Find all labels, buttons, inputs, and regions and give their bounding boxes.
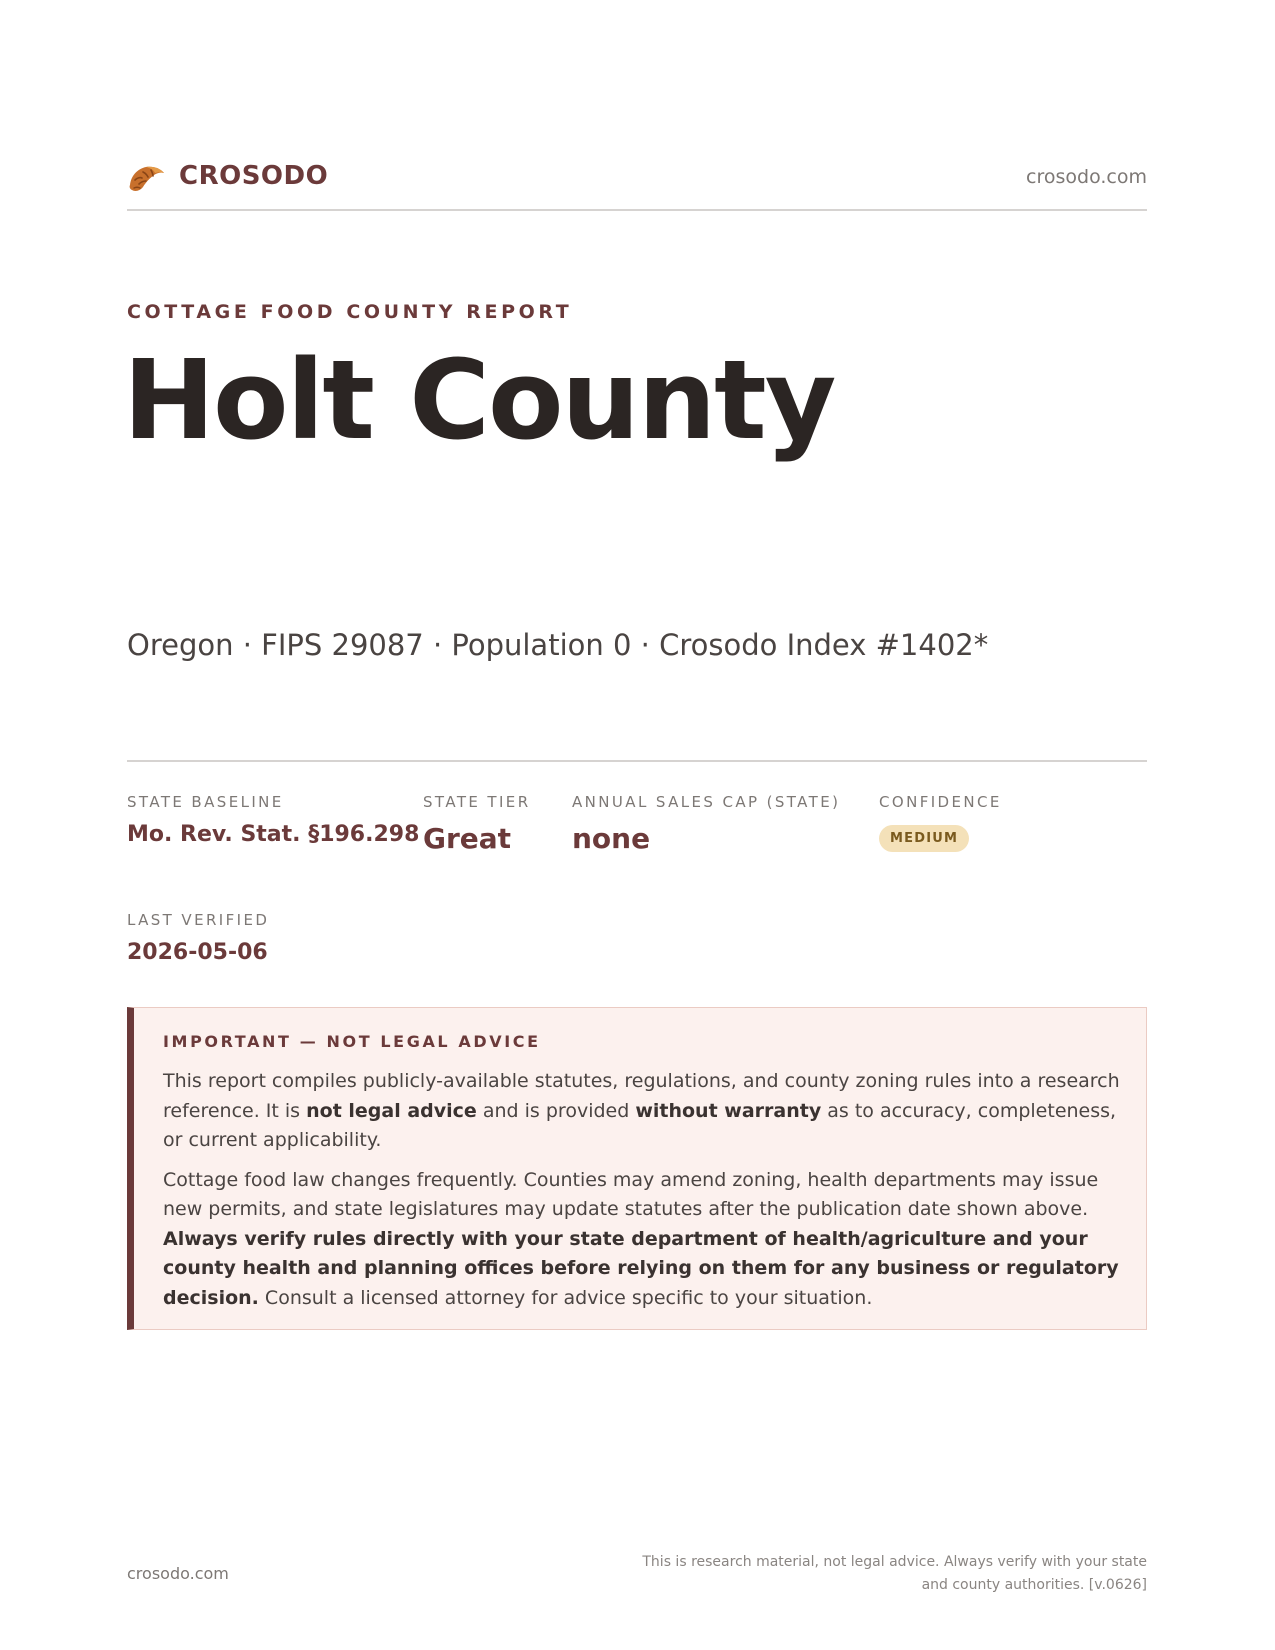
footer-disclaimer <box>627 1551 1147 1597</box>
notice-emphasis: Always verify rules directly with your state department of health/agriculture and your county health and planning offices before relying on them for any business or regulatory decision. <box>163 1227 1119 1309</box>
notice-emphasis: without warranty <box>635 1099 822 1122</box>
report-subtitle: Oregon · FIPS 29087 · Population 0 · Crosodo Index #1402* <box>127 628 989 662</box>
stat-value: none <box>572 822 651 855</box>
stat-value: 2026-05-06 <box>127 940 268 965</box>
header-divider <box>127 209 1147 211</box>
stat-confidence <box>879 793 1002 852</box>
page-header <box>127 158 1147 200</box>
site-url-link[interactable]: crosodo.com <box>1026 166 1147 188</box>
stat-value: Mo. Rev. Stat. §196.298 <box>127 822 420 847</box>
brand-name: CROSODO <box>179 161 329 191</box>
footer-site-link[interactable]: crosodo.com <box>127 1564 229 1583</box>
croissant-icon <box>127 158 167 194</box>
notice-text: as to accuracy, completeness, or current applicability. <box>163 1099 1117 1151</box>
stat-label: CONFIDENCE <box>879 793 1002 811</box>
report-page <box>123 0 1147 1650</box>
notice-text: This report compiles publicly-available statutes, regulations, and county zoning rules into a research reference. It is <box>163 1070 1120 1122</box>
stat-value: Great <box>423 822 512 855</box>
footer-disclaimer-line: and county authorities. [v.0626] <box>921 1577 1147 1593</box>
brand[interactable] <box>127 158 328 194</box>
section-divider <box>127 760 1147 762</box>
notice-text: Cottage food law changes frequently. Counties may amend zoning, health departments may issue new permits, and state legislatures may update statutes after the publication date shown above. <box>163 1168 1099 1220</box>
notice-text: and is provided <box>476 1099 636 1122</box>
stat-sales-cap <box>572 793 840 855</box>
report-kicker: COTTAGE FOOD COUNTY REPORT <box>127 301 573 323</box>
page-title: Holt County <box>123 336 835 464</box>
stat-last-verified <box>127 911 269 965</box>
stat-label: STATE TIER <box>423 793 531 811</box>
notice-paragraph <box>163 1166 1120 1314</box>
legal-notice <box>127 1007 1147 1330</box>
stat-label: ANNUAL SALES CAP (STATE) <box>572 793 841 811</box>
notice-heading: IMPORTANT — NOT LEGAL ADVICE <box>163 1032 541 1051</box>
confidence-badge: MEDIUM <box>879 825 969 852</box>
stat-state-tier <box>423 793 531 855</box>
notice-emphasis: not legal advice <box>306 1099 477 1122</box>
stat-label: STATE BASELINE <box>127 793 284 811</box>
stat-state-baseline <box>127 793 419 847</box>
footer-disclaimer-line: This is research material, not legal advice. Always verify with your state <box>642 1554 1147 1570</box>
notice-paragraph <box>163 1067 1120 1156</box>
notice-text: Consult a licensed attorney for advice specific to your situation. <box>258 1286 873 1309</box>
stat-label: LAST VERIFIED <box>127 911 270 929</box>
